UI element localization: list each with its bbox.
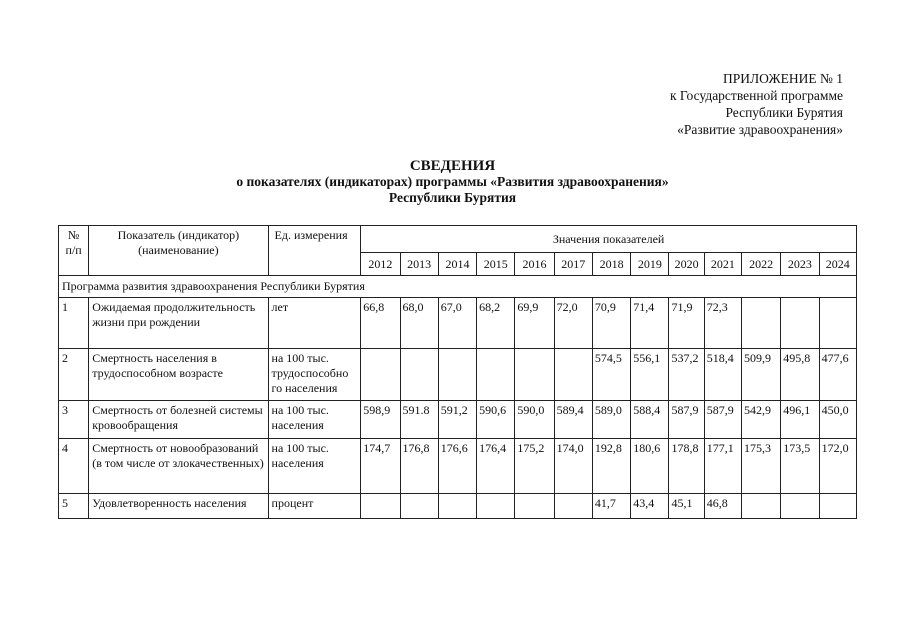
row-value: 591,2 [438, 401, 476, 439]
table-row [59, 349, 857, 401]
row-value: 45,1 [669, 494, 704, 519]
table-header-row [59, 226, 857, 253]
row-value: 175,2 [515, 439, 554, 494]
row-value: 69,9 [515, 298, 554, 349]
appendix-line-1: ПРИЛОЖЕНИЕ № 1 [722, 71, 843, 86]
row-value: 542,9 [742, 401, 781, 439]
header-year: 2019 [631, 253, 669, 276]
row-num: 1 [59, 298, 89, 349]
row-value: 176,6 [438, 439, 476, 494]
row-value: 180,6 [631, 439, 669, 494]
row-unit: на 100 тыс. населения [268, 439, 361, 494]
table-row [59, 401, 857, 439]
row-value: 574,5 [592, 349, 630, 401]
header-year: 2021 [704, 253, 741, 276]
table-row [59, 439, 857, 494]
header-year: 2015 [477, 253, 515, 276]
table-row [59, 494, 857, 519]
row-value: 41,7 [592, 494, 630, 519]
document-subtitle-2: Республики Бурятия [388, 190, 517, 205]
header-year: 2024 [819, 253, 856, 276]
row-value: 176,8 [400, 439, 438, 494]
row-value: 72,3 [704, 298, 741, 349]
row-value [361, 349, 400, 401]
row-value: 477,6 [819, 349, 856, 401]
row-value: 587,9 [704, 401, 741, 439]
header-year: 2017 [554, 253, 592, 276]
row-value: 192,8 [592, 439, 630, 494]
header-year: 2013 [400, 253, 438, 276]
row-value: 67,0 [438, 298, 476, 349]
row-value [742, 298, 781, 349]
row-value [438, 349, 476, 401]
row-value: 175,3 [742, 439, 781, 494]
row-unit: процент [268, 494, 361, 519]
row-value: 177,1 [704, 439, 741, 494]
row-value [515, 494, 554, 519]
indicators-table [58, 225, 857, 519]
row-value: 509,9 [742, 349, 781, 401]
row-value: 70,9 [592, 298, 630, 349]
row-value: 591.8 [400, 401, 438, 439]
row-num: 5 [59, 494, 89, 519]
row-unit: лет [268, 298, 361, 349]
document-heading [0, 158, 905, 206]
row-indicator: Ожидаемая продолжительность жизни при рождении [89, 298, 268, 349]
row-value: 178,8 [669, 439, 704, 494]
section-row [59, 276, 857, 298]
row-value: 587,9 [669, 401, 704, 439]
row-value: 589,0 [592, 401, 630, 439]
row-value [477, 494, 515, 519]
row-indicator: Смертность от новообразований (в том числе от злокачественных) [89, 439, 268, 494]
row-value [400, 494, 438, 519]
row-value: 588,4 [631, 401, 669, 439]
row-value: 173,5 [781, 439, 819, 494]
row-num: 2 [59, 349, 89, 401]
row-indicator: Смертность населения в трудоспособном возрасте [89, 349, 268, 401]
row-value [781, 298, 819, 349]
row-value: 174,0 [554, 439, 592, 494]
row-value: 496,1 [781, 401, 819, 439]
row-value: 71,4 [631, 298, 669, 349]
row-num: 3 [59, 401, 89, 439]
header-num: № п/п [59, 226, 89, 276]
row-value: 556,1 [631, 349, 669, 401]
row-value: 176,4 [477, 439, 515, 494]
header-year: 2012 [361, 253, 400, 276]
row-value [515, 349, 554, 401]
row-value [742, 494, 781, 519]
row-unit: на 100 тыс. населения [268, 401, 361, 439]
row-value [554, 349, 592, 401]
row-value: 598,9 [361, 401, 400, 439]
document-title: СВЕДЕНИЯ [409, 158, 496, 174]
row-value: 450,0 [819, 401, 856, 439]
row-value: 71,9 [669, 298, 704, 349]
row-value [438, 494, 476, 519]
appendix-line-4: «Развитие здравоохранения» [677, 122, 843, 137]
row-unit: на 100 тыс. трудоспособно го населения [268, 349, 361, 401]
row-value [819, 298, 856, 349]
header-year: 2020 [669, 253, 704, 276]
row-value: 495,8 [781, 349, 819, 401]
header-unit: Ед. измерения [268, 226, 361, 276]
header-values: Значения показателей [361, 226, 857, 253]
header-year: 2023 [781, 253, 819, 276]
row-value: 72,0 [554, 298, 592, 349]
appendix-block [670, 70, 843, 138]
row-value: 46,8 [704, 494, 741, 519]
row-value: 172,0 [819, 439, 856, 494]
header-indicator: Показатель (индикатор) (наименование) [89, 226, 268, 276]
row-value [819, 494, 856, 519]
row-value: 589,4 [554, 401, 592, 439]
row-value [554, 494, 592, 519]
header-year: 2014 [438, 253, 476, 276]
row-indicator: Смертность от болезней системы кровообращения [89, 401, 268, 439]
row-value: 174,7 [361, 439, 400, 494]
row-value: 68,2 [477, 298, 515, 349]
row-indicator: Удовлетворенность населения [89, 494, 268, 519]
row-value: 68,0 [400, 298, 438, 349]
header-year: 2022 [742, 253, 781, 276]
row-value [477, 349, 515, 401]
table-row [59, 298, 857, 349]
header-year: 2018 [592, 253, 630, 276]
appendix-line-2: к Государственной программе [669, 88, 843, 103]
row-value: 66,8 [361, 298, 400, 349]
row-value [361, 494, 400, 519]
header-year: 2016 [515, 253, 554, 276]
row-value: 518,4 [704, 349, 741, 401]
row-num: 4 [59, 439, 89, 494]
row-value: 590,0 [515, 401, 554, 439]
section-title: Программа развития здравоохранения Республики Бурятия [59, 276, 857, 298]
document-subtitle-1: о показателях (индикаторах) программы «Развития здравоохранения» [236, 174, 669, 189]
row-value [781, 494, 819, 519]
row-value [400, 349, 438, 401]
row-value: 43,4 [631, 494, 669, 519]
row-value: 537,2 [669, 349, 704, 401]
appendix-line-3: Республики Бурятия [725, 105, 843, 120]
row-value: 590,6 [477, 401, 515, 439]
